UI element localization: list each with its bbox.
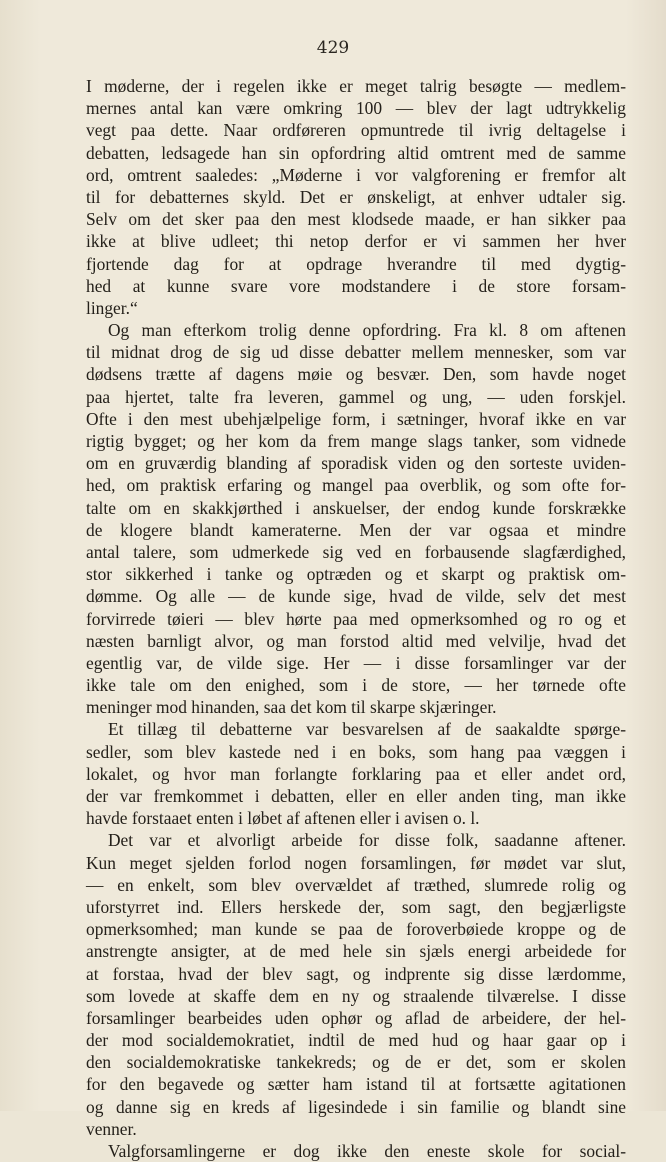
text-line: til midnat drog de sig ud disse debatter mellem mennesker, som var bbox=[86, 342, 626, 363]
text-line: ord, omtrent saaledes: „Møderne i vor valgforening er fremfor alt bbox=[86, 164, 626, 185]
text-line: Et tillæg til debatterne var besvarelsen af de saakaldte spørge- bbox=[108, 719, 626, 740]
text-line: lokalet, og hvor man forlangte forklaring paa et eller andet ord, bbox=[86, 763, 626, 784]
text-line: dømme. Og alle — de kunde sige, hvad de vilde, selv det mest bbox=[86, 586, 626, 607]
text-line: Ofte i den mest ubehjælpelige form, i sætninger, hvoraf ikke en var bbox=[86, 408, 626, 429]
text-line: meninger mod hinanden, saa det kom til skarpe skjæringer. bbox=[86, 697, 497, 718]
text-line: fjortende dag for at opdrage hverandre til med dygtig- bbox=[86, 253, 626, 274]
text-line: linger.“ bbox=[86, 297, 138, 318]
body-text bbox=[86, 75, 626, 1162]
text-line: talte om en skakkjørthed i anskuelser, der endog kunde forskrække bbox=[86, 497, 626, 518]
text-line: hed at kunne svare vore modstandere i de store forsam- bbox=[86, 275, 626, 296]
text-line: at forstaa, hvad der blev sagt, og indprente sig disse lærdomme, bbox=[86, 963, 626, 984]
text-line: for den begavede og sætter ham istand til at fortsætte agitationen bbox=[86, 1074, 626, 1095]
text-line: Kun meget sjelden forlod nogen forsamlingen, før mødet var slut, bbox=[86, 852, 626, 873]
text-line: vegt paa dette. Naar ordføreren opmuntrede til ivrig deltagelse i bbox=[86, 120, 626, 141]
text-line: og danne sig en kreds af ligesindede i sin familie og blandt sine bbox=[86, 1096, 626, 1117]
text-line: egentlig var, de vilde sige. Her — i disse forsamlinger var der bbox=[86, 652, 626, 673]
text-line: debatten, ledsagede han sin opfordring altid omtrent med de samme bbox=[86, 142, 626, 163]
text-line: stor sikkerhed i tanke og optræden og et skarpt og praktisk om- bbox=[86, 564, 626, 585]
text-line: sedler, som blev kastede ned i en boks, som hang paa væggen i bbox=[86, 741, 626, 762]
text-line: Og man efterkom trolig denne opfordring. Fra kl. 8 om aftenen bbox=[108, 320, 626, 341]
text-line: havde forstaaet enten i løbet af aftenen eller i avisen o. l. bbox=[86, 808, 480, 829]
text-line: som lovede at skaffe dem en ny og straalende tilværelse. I disse bbox=[86, 985, 626, 1006]
text-line: mernes antal kan være omkring 100 — blev der lagt udtrykkelig bbox=[86, 98, 626, 119]
page-number: 429 bbox=[316, 38, 350, 58]
text-line: der mod socialdemokratiet, indtil de med hud og haar gaar op i bbox=[86, 1030, 626, 1051]
text-line: uforstyrret ind. Ellers herskede der, som sagt, den begjærligste bbox=[86, 896, 626, 917]
text-line: venner. bbox=[86, 1118, 137, 1139]
text-line: hed, om praktisk erfaring og mangel paa overblik, og som ofte for- bbox=[86, 475, 626, 496]
text-line: anstrengte ansigter, at de med hele sin sjæls energi arbeidede for bbox=[86, 941, 626, 962]
text-line: til for debatternes skyld. Det er ønskeligt, at enhver udtaler sig. bbox=[86, 186, 626, 207]
text-line: paa hjertet, talte fra leveren, gammel og ung, — uden forskjel. bbox=[86, 386, 626, 407]
text-line: I møderne, der i regelen ikke er meget talrig besøgte — medlem- bbox=[86, 76, 626, 96]
text-line: rigtig bygget; og her kom da frem mange slags tanker, som vidnede bbox=[86, 431, 626, 451]
text-line: opmerksomhed; man kunde se paa de foroverbøiede kroppe og de bbox=[86, 919, 626, 940]
text-line: ikke at blive udleet; thi netop derfor er vi sammen her hver bbox=[86, 231, 626, 252]
text-line: de klogere blandt kameraterne. Men der var ogsaa et mindre bbox=[86, 519, 626, 540]
text-line: antal talere, som udmerkede sig ved en forbausende slagfærdighed, bbox=[86, 541, 626, 562]
text-line: der var fremkommet i debatten, eller en eller anden ting, man ikke bbox=[86, 786, 626, 806]
text-line: Selv om det sker paa den mest klodsede maade, er han sikker paa bbox=[86, 209, 626, 230]
text-line: næsten barnligt alvor, og man forstod altid med velvilje, hvad det bbox=[86, 630, 626, 651]
text-line: Valgforsamlingerne er dog ikke den eneste skole for social- bbox=[108, 1141, 626, 1161]
text-line: forvirrede tøieri — blev hørte paa med opmerksomhed og ro og et bbox=[86, 608, 626, 629]
text-line: om en gruværdig blanding af sporadisk viden og den sorteste uviden- bbox=[86, 453, 626, 474]
text-line: Det var et alvorligt arbeide for disse folk, saadanne aftener. bbox=[108, 830, 626, 851]
text-line: forsamlinger bearbeides uden ophør og aflad de arbeidere, der hel- bbox=[86, 1007, 626, 1028]
text-line: — en enkelt, som blev overvældet af træthed, slumrede rolig og bbox=[86, 874, 626, 895]
text-line: den socialdemokratiske tankekreds; og de er det, som er skolen bbox=[86, 1052, 626, 1073]
text-line: ikke tale om den enighed, som i de store, — her tørnede ofte bbox=[86, 675, 626, 696]
text-line: dødsens trætte af dagens møie og besvær. Den, som havde noget bbox=[86, 364, 626, 385]
